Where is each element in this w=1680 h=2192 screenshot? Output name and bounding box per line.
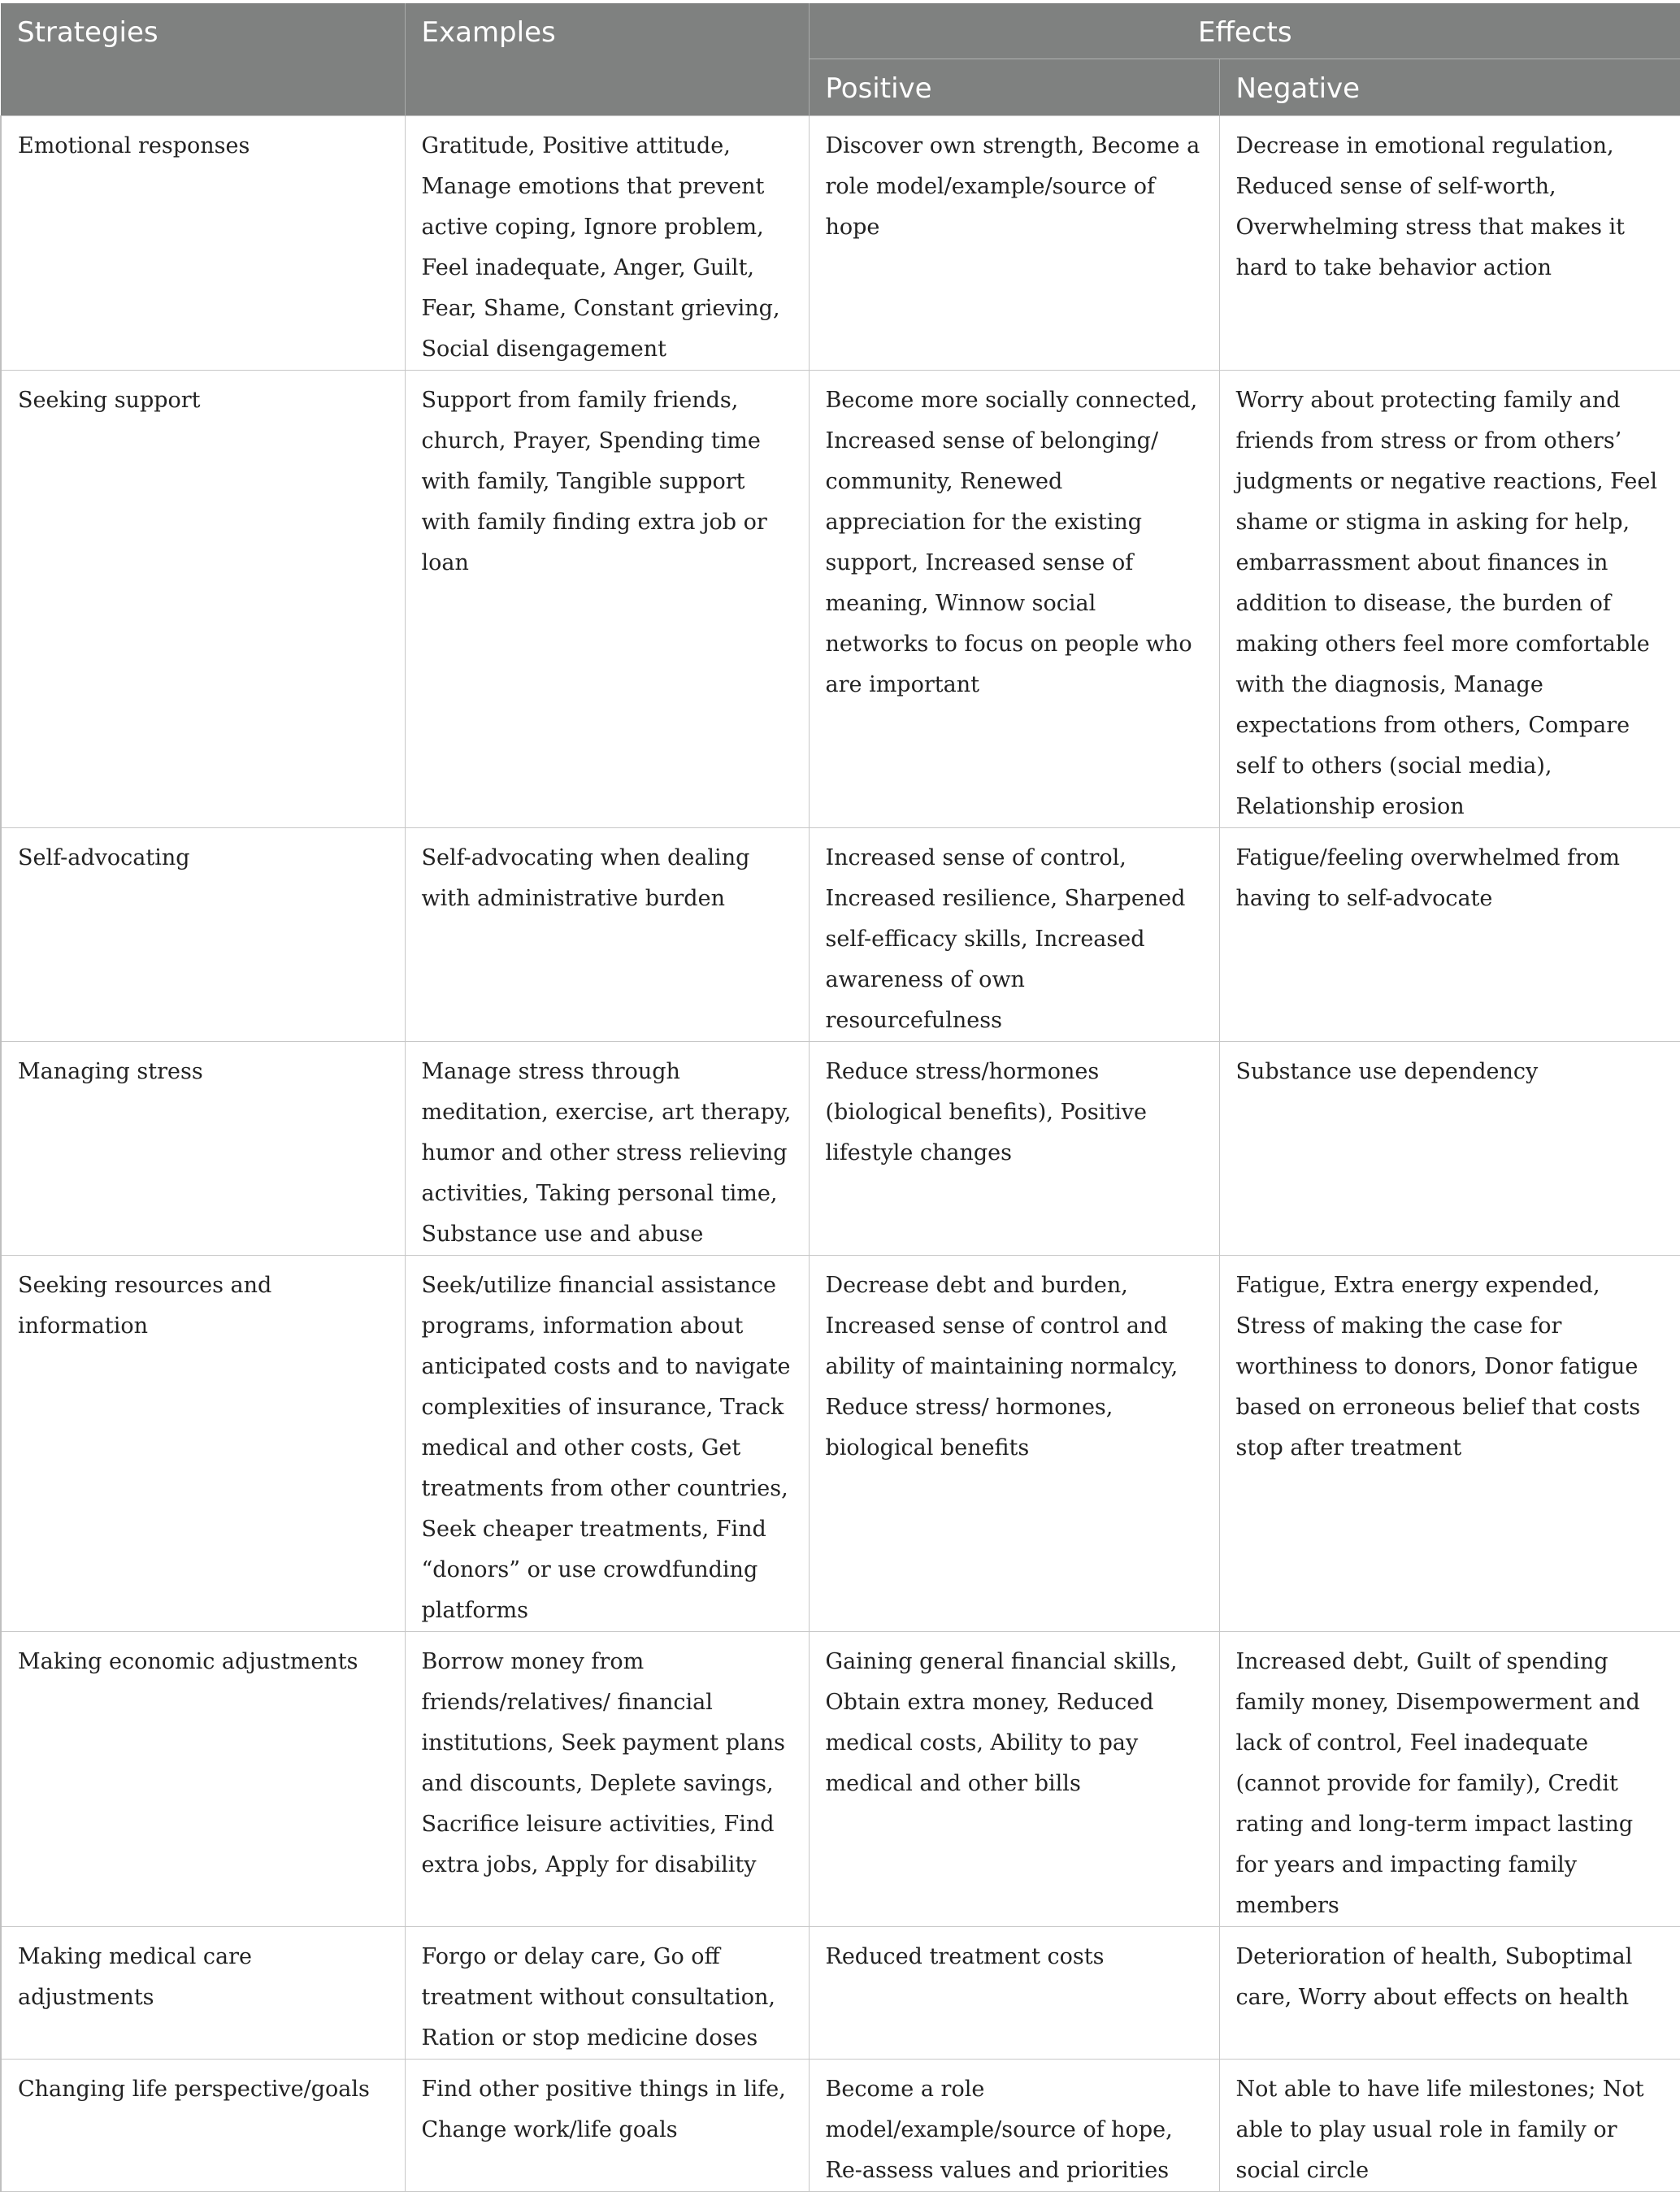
positive-effects-cell: Reduced treatment costs: [809, 1926, 1219, 2059]
header-negative: Negative: [1219, 59, 1680, 115]
positive-effects-cell: Discover own strength, Become a role model/example/source of hope: [809, 115, 1219, 370]
coping-strategies-table-container: [0, 3, 1680, 2183]
negative-effects-cell: Fatigue/feeling overwhelmed from having to self-advocate: [1219, 827, 1680, 1041]
negative-effects-cell: Fatigue, Extra energy expended, Stress of making the case for worthiness to donors, Donor fatigue based on erroneous belief that costs stop after treatment: [1219, 1255, 1680, 1631]
positive-effects-cell: Reduce stress/hormones (biological benefits), Positive lifestyle changes: [809, 1041, 1219, 1255]
positive-effects-cell: Increased sense of control, Increased resilience, Sharpened self-efficacy skills, Increased awareness of own resourcefulness: [809, 827, 1219, 1041]
header-strategies: Strategies: [1, 3, 405, 115]
positive-effects-cell: Decrease debt and burden, Increased sense of control and ability of maintaining normalcy, Reduce stress/ hormones, biological benefits: [809, 1255, 1219, 1631]
strategy-cell: Making medical care adjustments: [1, 1926, 405, 2059]
table-header: [1, 3, 1680, 115]
examples-cell: Gratitude, Positive attitude, Manage emotions that prevent active coping, Ignore problem, Feel inadequate, Anger, Guilt, Fear, Shame, Constant grieving, Social disengagement: [405, 115, 809, 370]
table-row: [1, 827, 1680, 1041]
header-positive: Positive: [809, 59, 1219, 115]
examples-cell: Forgo or delay care, Go off treatment without consultation, Ration or stop medicine doses: [405, 1926, 809, 2059]
negative-effects-cell: Deterioration of health, Suboptimal care, Worry about effects on health: [1219, 1926, 1680, 2059]
negative-effects-cell: Increased debt, Guilt of spending family money, Disempowerment and lack of control, Feel inadequate (cannot provide for family), Credit rating and long-term impact lasting for years and impacting family members: [1219, 1631, 1680, 1926]
table-row: [1, 1041, 1680, 1255]
strategy-cell: Seeking resources and information: [1, 1255, 405, 1631]
table-row: [1, 1255, 1680, 1631]
examples-cell: Manage stress through meditation, exercise, art therapy, humor and other stress relieving activities, Taking personal time, Substance use and abuse: [405, 1041, 809, 1255]
header-effects: Effects: [809, 3, 1680, 59]
negative-effects-cell: Substance use dependency: [1219, 1041, 1680, 1255]
table-row: [1, 1631, 1680, 1926]
strategy-cell: Changing life perspective/goals: [1, 2059, 405, 2191]
table-row: [1, 115, 1680, 370]
table-body: [1, 115, 1680, 2191]
negative-effects-cell: Worry about protecting family and friends from stress or from others’ judgments or negative reactions, Feel shame or stigma in asking for help, embarrassment about finances in addition to disease, the burden of making others feel more comfortable with the diagnosis, Manage expectations from others, Compare self to others (social media), Relationship erosion: [1219, 370, 1680, 827]
negative-effects-cell: Decrease in emotional regulation, Reduced sense of self-worth, Overwhelming stress that makes it hard to take behavior action: [1219, 115, 1680, 370]
strategy-cell: Managing stress: [1, 1041, 405, 1255]
table-row: [1, 370, 1680, 827]
coping-strategies-table: [0, 3, 1680, 2192]
positive-effects-cell: Become a role model/example/source of hope, Re-assess values and priorities: [809, 2059, 1219, 2191]
strategy-cell: Making economic adjustments: [1, 1631, 405, 1926]
positive-effects-cell: Gaining general financial skills, Obtain extra money, Reduced medical costs, Ability to pay medical and other bills: [809, 1631, 1219, 1926]
examples-cell: Find other positive things in life, Change work/life goals: [405, 2059, 809, 2191]
examples-cell: Seek/utilize financial assistance programs, information about anticipated costs and to navigate complexities of insurance, Track medical and other costs, Get treatments from other countries, Seek cheaper treatments, Find “donors” or use crowdfunding platforms: [405, 1255, 809, 1631]
strategy-cell: Self-advocating: [1, 827, 405, 1041]
strategy-cell: Emotional responses: [1, 115, 405, 370]
positive-effects-cell: Become more socially connected, Increased sense of belonging/ community, Renewed appreciation for the existing support, Increased sense of meaning, Winnow social networks to focus on people who are important: [809, 370, 1219, 827]
table-row: [1, 2059, 1680, 2191]
strategy-cell: Seeking support: [1, 370, 405, 827]
negative-effects-cell: Not able to have life milestones; Not able to play usual role in family or social circle: [1219, 2059, 1680, 2191]
examples-cell: Support from family friends, church, Prayer, Spending time with family, Tangible support with family finding extra job or loan: [405, 370, 809, 827]
header-examples: Examples: [405, 3, 809, 115]
table-row: [1, 1926, 1680, 2059]
examples-cell: Borrow money from friends/relatives/ financial institutions, Seek payment plans and discounts, Deplete savings, Sacrifice leisure activities, Find extra jobs, Apply for disability: [405, 1631, 809, 1926]
header-row-top: [1, 3, 1680, 59]
examples-cell: Self-advocating when dealing with administrative burden: [405, 827, 809, 1041]
